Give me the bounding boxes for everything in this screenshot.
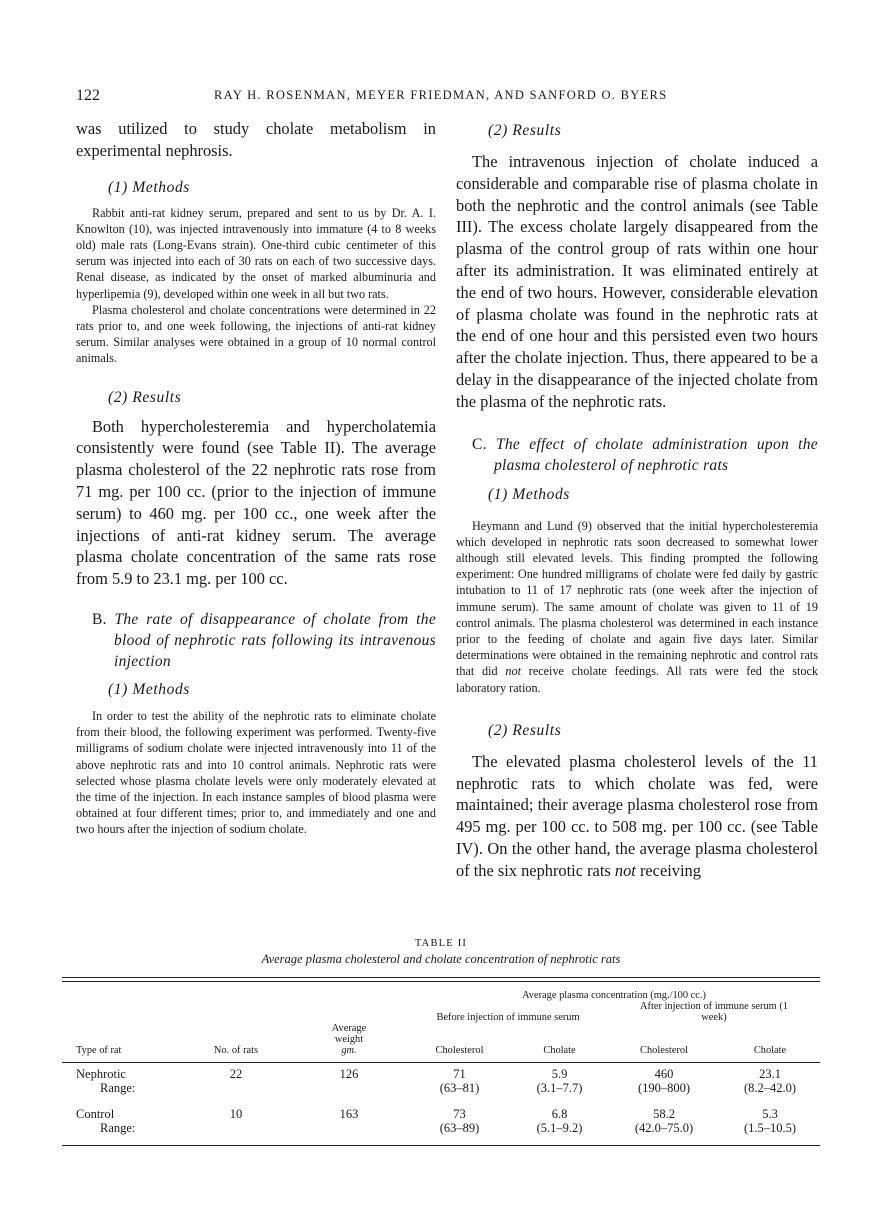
results-heading: (2) Results (108, 388, 182, 406)
table-bottom-rule (62, 1145, 820, 1146)
col-cholesterol-before: Cholesterol (435, 1045, 484, 1056)
right-column (456, 118, 818, 882)
methods-paragraph: Rabbit anti-rat kidney serum, prepared and sent to us by Dr. A. I. Knowlton (10), was injected intravenously into immature (4 to 8 weeks old) male rats (Long-Evans strain). One-third cubic centimeter of this serum was injected into each of 30 rats on each of two successive days. Renal disease, as indicated by the onset of marked albuminuria and hyperlipemia (9), developed within one week in all but two rats. (76, 205, 436, 301)
before-header: Before injection of immune serum (436, 1012, 580, 1023)
methods-heading: (1) Methods (488, 485, 570, 503)
methods-paragraph: In order to test the ability of the nephrotic rats to eliminate cholate from their blood, the following experiment was performed. Twenty-five milligrams of sodium cholate were injected intravenously into 11 of the above nephrotic rats and into 10 control animals. Nephrotic rats were selected whose plasma cholate levels were only moderately elevated at the time of the injection. In each instance samples of blood plasma were obtained at four different times; prior to, and immediately and one and two hours after the injection of sodium cholate. (76, 709, 436, 837)
data-table (62, 982, 820, 1141)
methods-heading: (1) Methods (108, 681, 190, 698)
row-type: Nephrotic Range: (76, 1067, 136, 1095)
col-cholesterol-after: Cholesterol (640, 1045, 688, 1056)
col-no: No. of rats (213, 1045, 259, 1056)
section-letter: B. (92, 611, 107, 628)
table-row: Nephrotic Range: 22 126 71 (63–81) 5.9 (3.1–7.7) 460 (190–800) 23.1 (8.2–42.0) (62, 1065, 820, 1095)
section-title: The rate of disappearance of cholate from the blood of nephrotic rats following its intravenous injection (114, 611, 436, 670)
results-heading: (2) Results (488, 721, 562, 739)
col-cholate-after: Cholate (753, 1045, 787, 1056)
section-c-heading (456, 434, 818, 476)
left-column (76, 118, 436, 838)
section-letter: C. (472, 435, 487, 453)
col-weight: Average weight gm. (331, 1023, 367, 1056)
methods-heading: (1) Methods (108, 178, 190, 196)
section-b-heading (76, 609, 436, 672)
table-ii (62, 938, 820, 1146)
page-number: 122 (76, 87, 100, 104)
results-paragraph: Both hypercholesteremia and hypercholatemia consistently were found (see Table II). The average plasma cholesterol of the 22 nephrotic rats rose from 71 mg. per 100 cc. (prior to the injection of immune serum) to 460 mg. per 100 cc., one week after the injections of anti-rat kidney serum. The average plasma cholate concentration of the same rats rose from 5.9 to 23.1 mg. per 100 cc. (76, 416, 436, 589)
author-line: RAY H. ROSENMAN, MEYER FRIEDMAN, AND SANFORD O. BYERS (214, 88, 668, 102)
section-title: The effect of cholate administration upon the plasma cholesterol of nephrotic rats (494, 435, 818, 474)
group-header: Average plasma concentration (mg./100 cc.) (522, 990, 706, 1001)
row-type: Control Range: (76, 1107, 136, 1135)
methods-paragraph: Plasma cholesterol and cholate concentrations were determined in 22 rats prior to, and one week following, the injections of anti-rat kidney serum. Similar analyses were obtained in a group of 10 normal control animals. (76, 302, 436, 366)
after-header: After injection of immune serum (1 week) (639, 1001, 789, 1023)
table-label: TABLE II (414, 938, 468, 949)
emphasis: not (614, 860, 636, 880)
results-paragraph: The intravenous injection of cholate induced a considerable and comparable rise of plasma cholate in both the nephrotic and the control animals (see Table III). The excess cholate largely disappeared from the plasma of the control group of rats within one hour after its administration. It was eliminated entirely at the end of two hours. However, considerable elevation of plasma cholate was found in the nephrotic rats at the end of one hour and this persisted even two hours after the cholate injection. Thus, there appeared to be a delay in the disappearance of the injected cholate from the plasma of the nephrotic rats. (456, 152, 818, 411)
col-type: Type of rat (76, 1045, 122, 1056)
results-paragraph: The elevated plasma cholesterol levels of the 11 nephrotic rats to which cholate was fed, were maintained; their average plasma cholesterol rose from 495 mg. per 100 cc. to 508 mg. per 100 cc. (see Table IV). On the other hand, the average plasma cholesterol of the six nephrotic rats not receiving (456, 751, 818, 880)
emphasis: not (505, 664, 521, 679)
methods-paragraph: Heymann and Lund (9) observed that the initial hypercholesteremia which developed in nephrotic rats soon decreased to somewhat lower although still elevated levels. This finding prompted the following experiment: One hundred milligrams of cholate were fed daily by gastric intubation to 11 of 17 nephrotic rats (one week after the injection of immune serum). The same amount of cholate was given to 11 of 19 control animals. The plasma cholesterol was determined in each instance prior to the feeding of cholate and again five days later. Similar determinations were obtained in the remaining nephrotic and control rats that did not receive cholate feedings. All rats were fed the stock laboratory ration. (456, 518, 818, 695)
table-caption: Average plasma cholesterol and cholate concentration of nephrotic rats (261, 952, 621, 966)
col-cholate-before: Cholate (543, 1045, 576, 1056)
intro-text: was utilized to study cholate metabolism in experimental nephrosis. (76, 119, 436, 160)
results-heading: (2) Results (488, 122, 562, 139)
running-header (76, 87, 816, 109)
table-row: Control Range: 10 163 73 (63–89) 6.8 (5.1–9.2) 58.2 (42.0–75.0) 5.3 (1.5–10.5) (62, 1095, 820, 1141)
weight-unit: gm. (341, 1045, 357, 1056)
